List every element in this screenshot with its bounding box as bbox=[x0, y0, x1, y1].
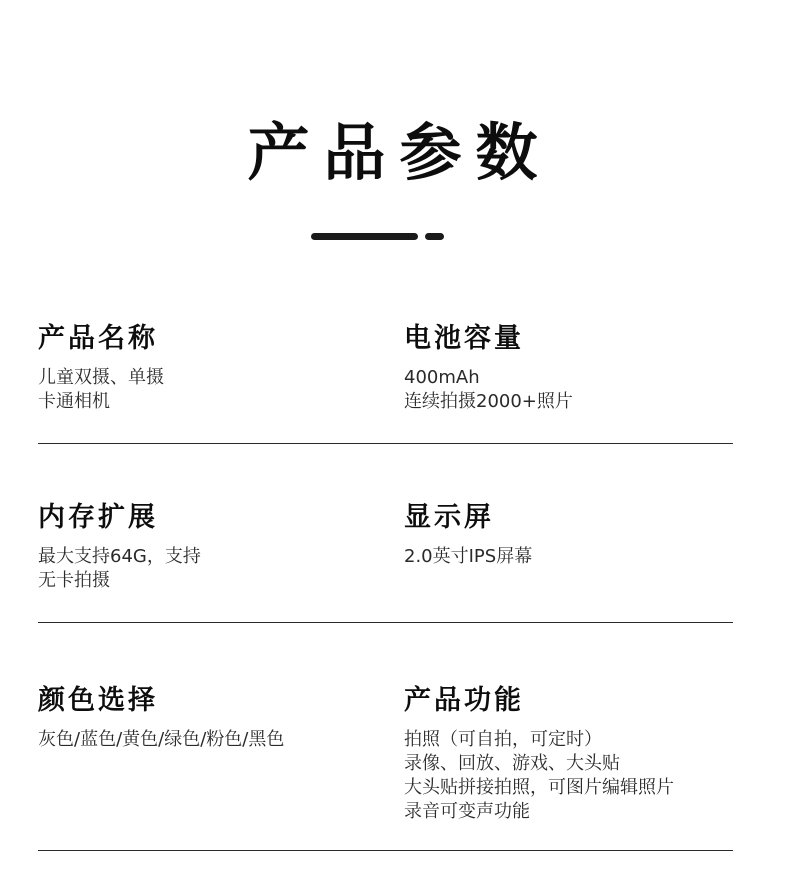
spec-heading: 产品名称 bbox=[38, 323, 158, 354]
spec-display bbox=[404, 504, 733, 569]
spec-heading: 电池容量 bbox=[404, 323, 524, 354]
spec-value-line: 无卡拍摄 bbox=[38, 570, 110, 591]
spec-value-line: 2.0英寸IPS屏幕 bbox=[404, 546, 533, 567]
spec-value-line: 录音可变声功能 bbox=[404, 801, 530, 822]
spec-row bbox=[38, 687, 733, 851]
spec-value-line: 连续拍摄2000+照片 bbox=[404, 391, 573, 412]
spec-value-line: 录像、回放、游戏、大头贴 bbox=[404, 753, 620, 774]
spec-value-line: 拍照（可自拍，可定时） bbox=[404, 729, 602, 750]
spec-heading: 显示屏 bbox=[404, 502, 494, 533]
spec-row bbox=[38, 325, 733, 444]
spec-value-line: 灰色/蓝色/黄色/绿色/粉色/黑色 bbox=[38, 729, 285, 750]
spec-heading: 内存扩展 bbox=[38, 502, 158, 533]
spec-row bbox=[38, 504, 733, 623]
spec-heading: 产品功能 bbox=[404, 685, 524, 716]
spec-value-line: 卡通相机 bbox=[38, 391, 110, 412]
spec-battery-capacity bbox=[404, 325, 733, 414]
spec-color-options bbox=[38, 687, 368, 752]
spec-value-line: 400mAh bbox=[404, 367, 480, 388]
title-underline-short bbox=[425, 233, 444, 240]
spec-heading: 颜色选择 bbox=[38, 685, 158, 716]
spec-value-line: 儿童双摄、单摄 bbox=[38, 367, 164, 388]
spec-value-line: 大头贴拼接拍照，可图片编辑照片 bbox=[404, 777, 674, 798]
spec-product-name bbox=[38, 325, 368, 414]
title-underline-long bbox=[311, 233, 418, 240]
page-title: 产品参数 bbox=[247, 116, 552, 189]
spec-value-line: 最大支持64G，支持 bbox=[38, 546, 201, 567]
spec-product-features bbox=[404, 687, 733, 824]
spec-memory-expansion bbox=[38, 504, 368, 593]
